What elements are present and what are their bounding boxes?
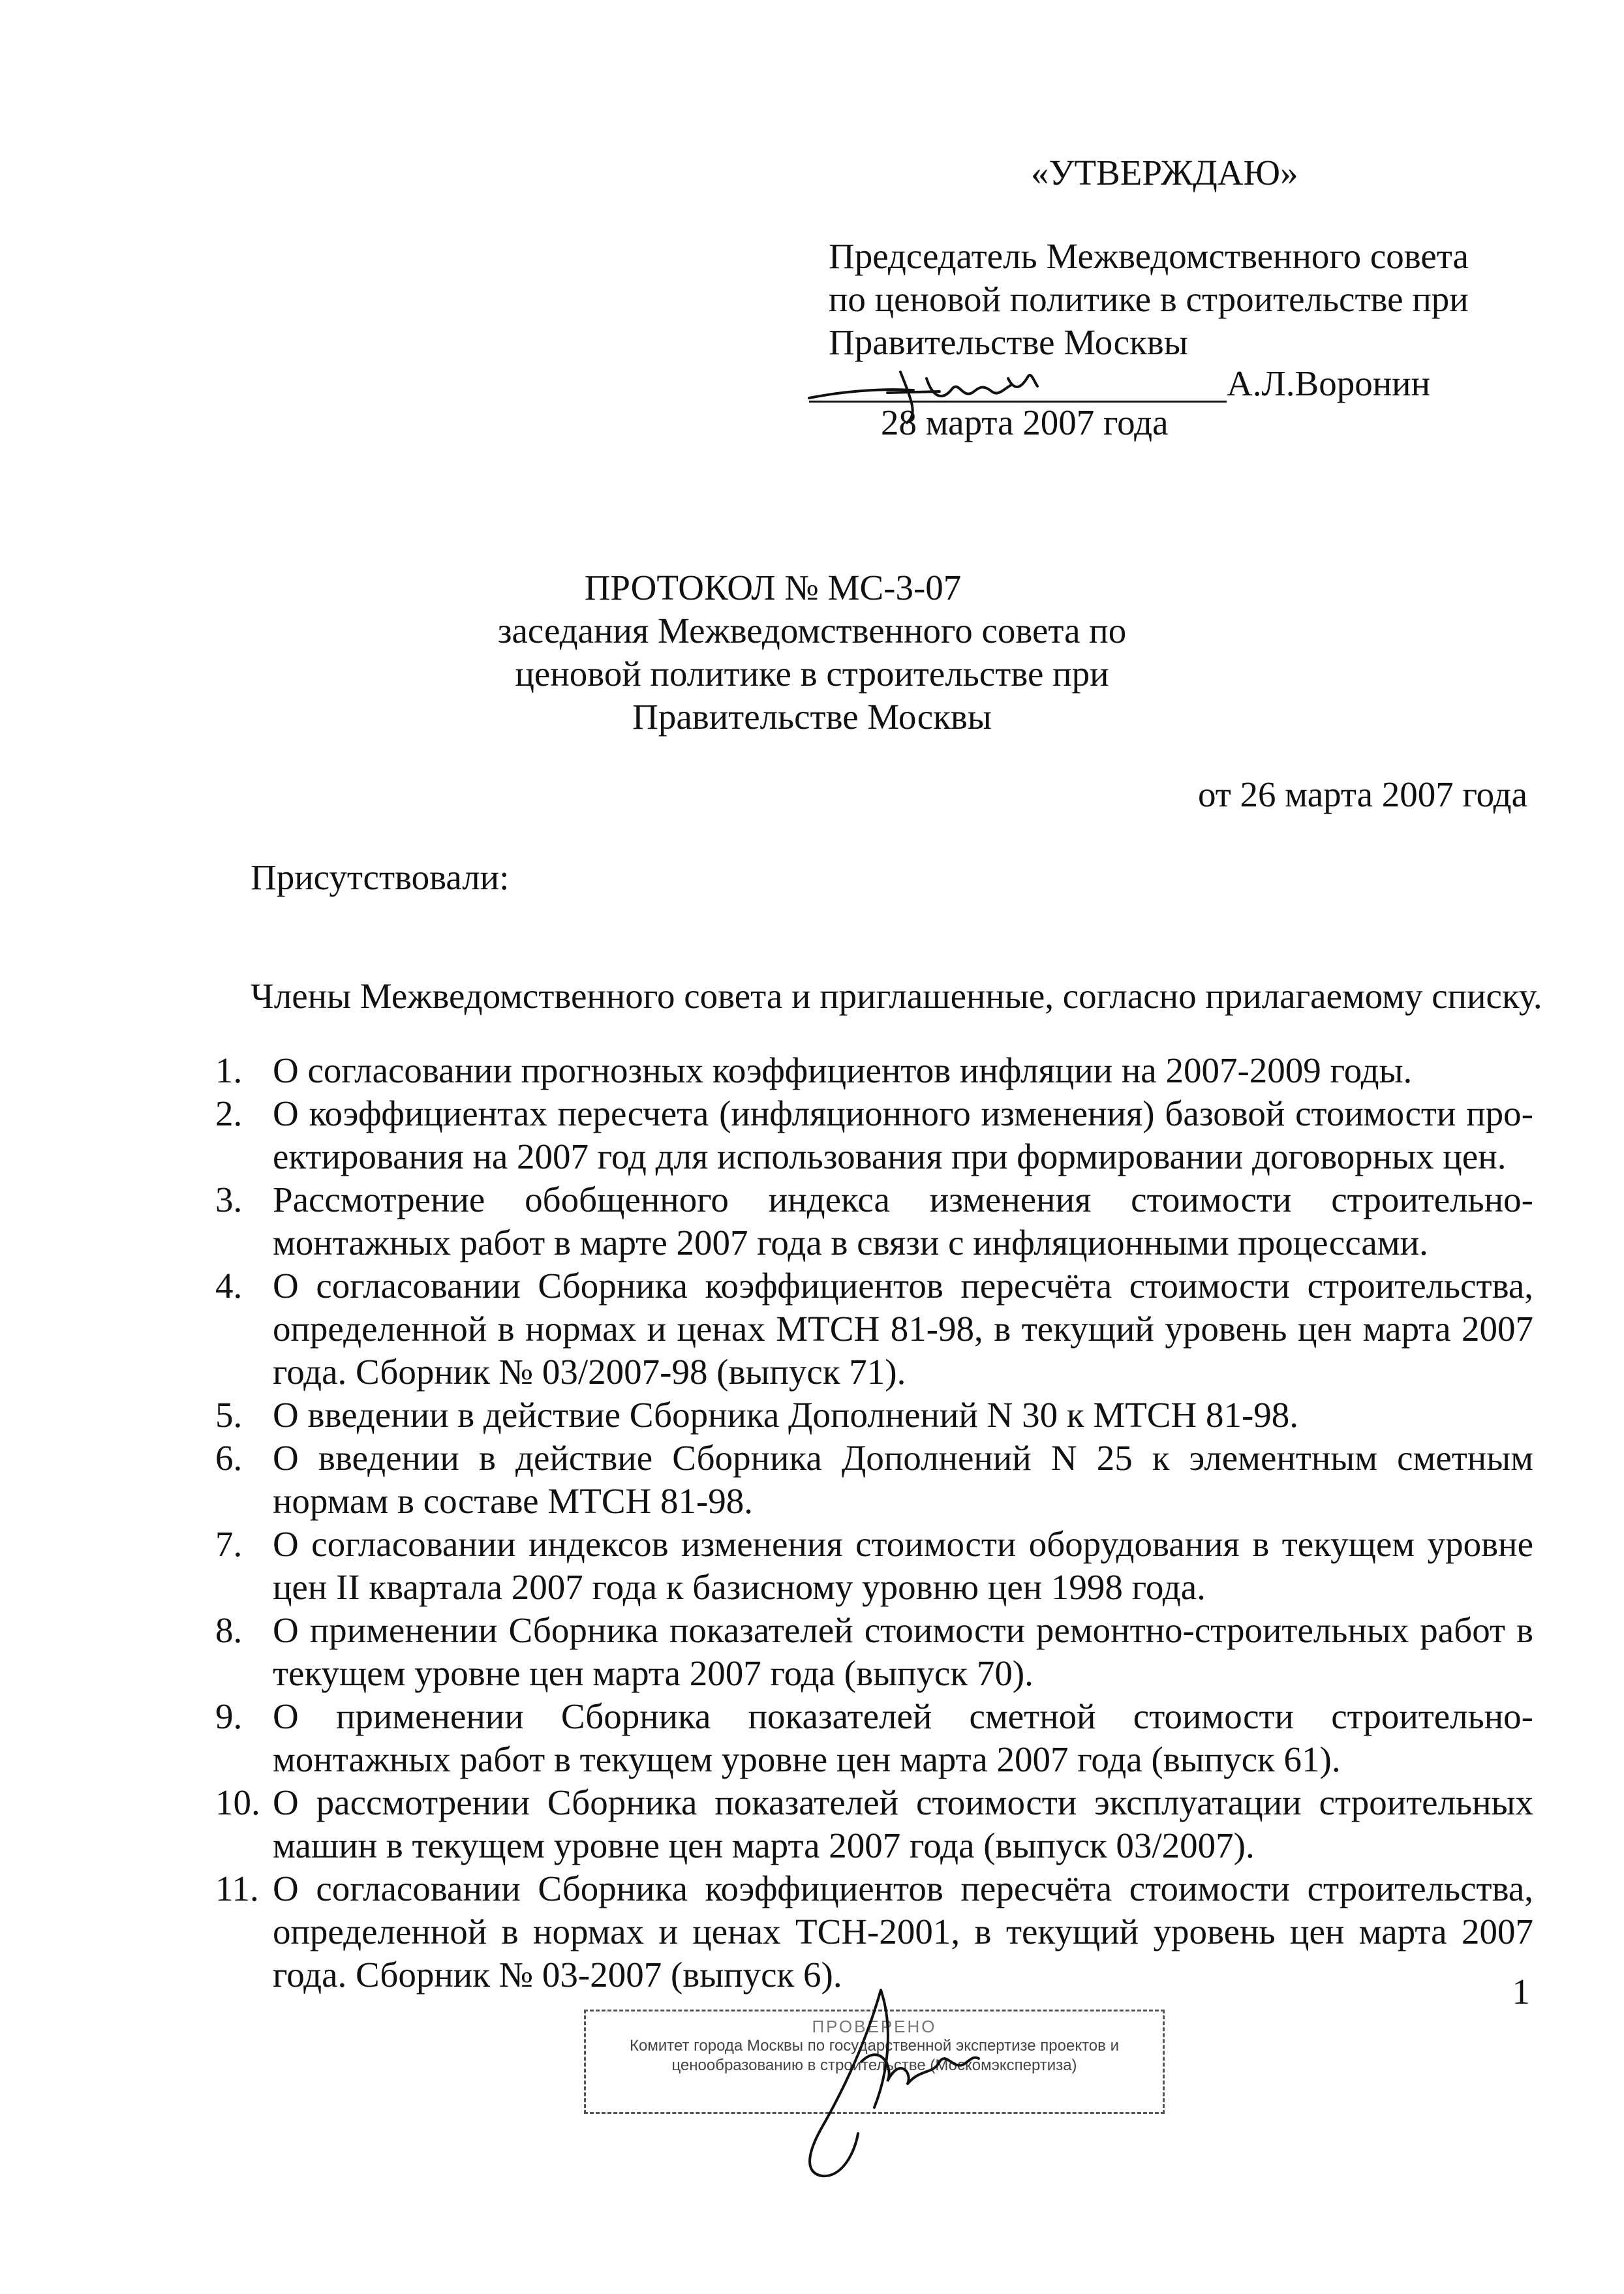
stamp-line: ценообразованию в строительстве (Москомэкспертиза) [671,2057,1077,2074]
agenda-item [215,1523,1533,1609]
expert-signature [783,1977,1005,2186]
agenda-item-text: О согласовании Сборника коэффициентов пересчёта стоимости строительства, определенной в нормах и ценах МТСН 81-98, в текущий уровень цен марта 2007 года. Сборник № 03/2007-98 (выпуск 71). [273,1266,1533,1392]
protocol-title-line: ПРОТОКОЛ № МС-3-07 [584,568,962,607]
stamp-line: Комитет города Москвы по государственной экспертизе проектов и [630,2037,1119,2055]
agenda-item-number: 3. [215,1180,243,1219]
agenda-item-number: 8. [215,1610,243,1650]
protocol-title-line: ценовой политике в строительстве при [515,654,1109,694]
approval-position-line: Правительстве Москвы [829,322,1188,362]
agenda-item-number: 6. [215,1438,243,1478]
agenda-item-number: 2. [215,1093,243,1133]
agenda-item-number: 4. [215,1266,243,1306]
agenda-item [215,1178,1533,1264]
agenda-item-text: О согласовании прогнозных коэффициентов инфляции на 2007-2009 годы. [273,1050,1413,1090]
meeting-date: от 26 марта 2007 года [1197,774,1527,814]
agenda-item-text: О рассмотрении Сборника показателей стоимости эксплуатации строительных машин в текущем уровне цен марта 2007 года (выпуск 03/2007). [273,1782,1533,1865]
agenda-item-number: 5. [215,1395,243,1435]
agenda-item-text: О коэффициентах пересчета (инфляционного изменения) базовой стоимости про-ектирования на 2007 год для использования при формировании договорных цен. [273,1093,1533,1176]
agenda-item-text: Рассмотрение обобщенного индекса изменения стоимости строительно-монтажных работ в марте 2007 года в связи с инфляционными процессами. [273,1180,1533,1262]
agenda-item [215,1695,1533,1781]
agenda-item [215,1781,1533,1867]
approval-position-line: Председатель Межведомственного совета [829,236,1469,276]
agenda-item-text: О применении Сборника показателей сметной стоимости строительно-монтажных работ в текущем уровне цен марта 2007 года (выпуск 61). [273,1696,1533,1779]
agenda-item-number: 1. [215,1050,243,1090]
agenda-item [215,1394,1533,1437]
protocol-title [0,566,1624,739]
agenda-item [215,1264,1533,1394]
present-text: Члены Межведомственного совета и приглашенные, согласно прилагаемому списку. [251,976,1542,1016]
agenda-item-text: О введении в действие Сборника Дополнений N 25 к элементным сметным нормам в составе МТСН 81-98. [273,1438,1533,1521]
agenda-item-number: 10. [215,1782,260,1822]
agenda-item-text: О согласовании Сборника коэффициентов пересчёта стоимости строительства, определенной в нормах и ценах ТСН-2001, в текущий уровень цен марта 2007 года. Сборник № 03-2007 (выпуск 6). [273,1869,1533,1995]
stamp-heading: ПРОВЕРЕНО [812,2017,937,2036]
agenda-list [215,1049,1533,1996]
protocol-title-line: заседания Межведомственного совета по [497,611,1127,650]
approval-heading: «УТВЕРЖДАЮ» [1031,153,1298,192]
page-number: 1 [1512,1972,1530,2011]
agenda-item-text: О применении Сборника показателей стоимости ремонтно-строительных работ в текущем уровне цен марта 2007 года (выпуск 70). [273,1610,1533,1693]
agenda-item [215,1092,1533,1178]
agenda-item-text: О введении в действие Сборника Дополнений N 30 к МТСН 81-98. [273,1395,1299,1435]
protocol-title-line: Правительстве Москвы [632,697,992,737]
approval-date: 28 марта 2007 года [881,403,1169,442]
agenda-item-number: 9. [215,1696,243,1736]
agenda-item-text: О согласовании индексов изменения стоимости оборудования в текущем уровне цен II квартала 2007 года к базисному уровню цен 1998 года. [273,1524,1533,1607]
present-label: Присутствовали: [251,857,510,897]
agenda-item-number: 7. [215,1524,243,1564]
approval-position [829,235,1469,364]
approval-position-line: по ценовой политике в строительстве при [829,279,1469,319]
agenda-item-number: 11. [215,1869,259,1908]
agenda-item [215,1609,1533,1695]
approver-name: А.Л.Воронин [1227,363,1431,403]
agenda-item [215,1049,1533,1092]
agenda-item [215,1437,1533,1523]
